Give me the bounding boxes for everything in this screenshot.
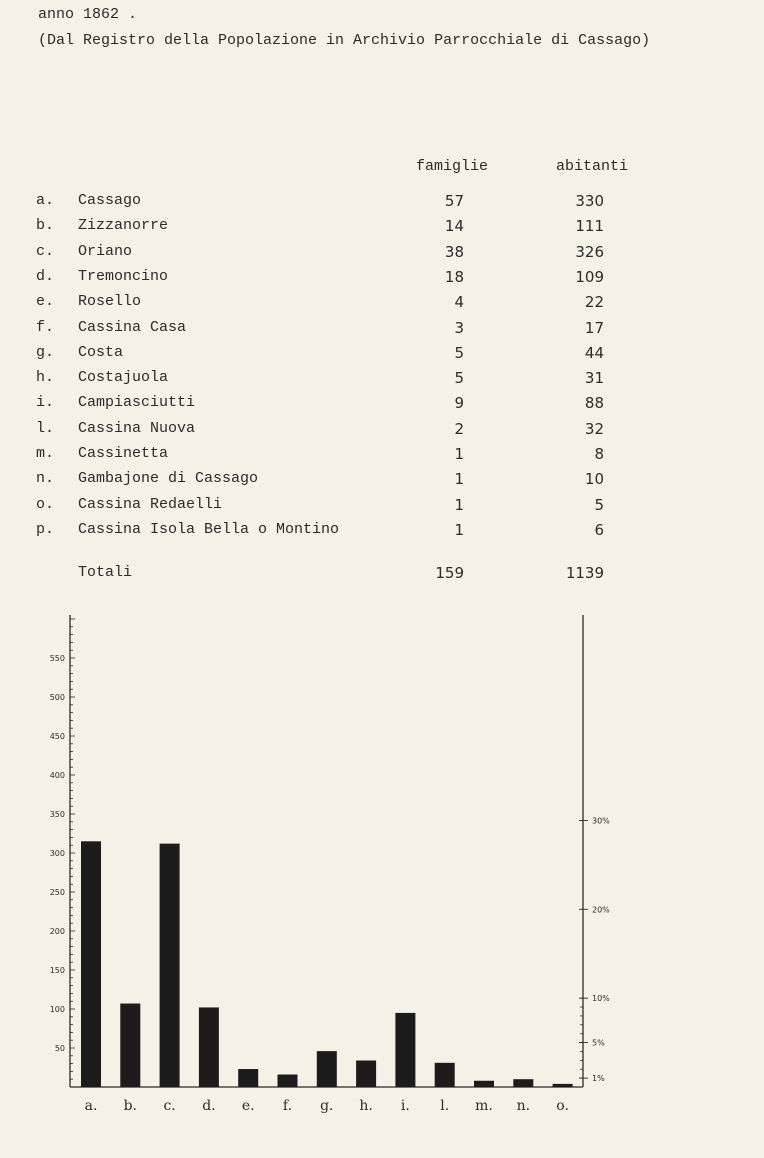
table-row: [0, 293, 764, 315]
row-inhabitants: 326: [575, 242, 604, 261]
row-families: 9: [454, 394, 464, 413]
row-letter: b.: [36, 217, 55, 235]
row-inhabitants: 5: [594, 495, 604, 514]
left-tick-label: 300: [49, 849, 65, 858]
totals-families: 159: [435, 564, 464, 582]
table-row: [0, 344, 764, 366]
left-tick-label: 550: [49, 654, 65, 663]
totals-inhabitants: 1139: [565, 564, 604, 582]
row-inhabitants: 109: [575, 267, 604, 286]
table-row: [0, 243, 764, 265]
row-families: 5: [454, 369, 464, 388]
source-line: (Dal Registro della Popolazione in Archivio Parrocchiale di Cassago): [38, 32, 651, 49]
left-tick-label: 450: [49, 732, 65, 741]
row-name: Tremoncino: [78, 267, 169, 285]
table-row: [0, 268, 764, 290]
bar-g: [317, 1051, 337, 1087]
right-tick-label: 1%: [592, 1074, 605, 1084]
row-name: Cassago: [78, 192, 142, 209]
row-families: 4: [454, 293, 464, 312]
row-families: 38: [444, 242, 464, 261]
row-name: Cassina Nuova: [78, 419, 196, 437]
row-name: Cassinetta: [78, 445, 169, 462]
bar-e: [238, 1069, 258, 1087]
row-letter: l.: [36, 419, 55, 437]
row-letter: h.: [36, 369, 55, 387]
right-tick-label: 20%: [592, 905, 610, 915]
row-families: 18: [444, 267, 464, 286]
right-tick-label: 5%: [592, 1038, 605, 1048]
row-name: Costajuola: [78, 369, 169, 387]
x-tick-label: m.: [475, 1098, 493, 1114]
row-letter: o.: [36, 495, 55, 513]
bar-o: [553, 1084, 573, 1087]
row-letter: m.: [36, 445, 55, 462]
row-letter: n.: [36, 470, 55, 488]
row-families: 1: [454, 445, 464, 463]
column-header-families: famiglie: [416, 158, 489, 175]
row-inhabitants: 31: [584, 369, 604, 388]
row-letter: f.: [36, 318, 55, 336]
totals-row: [0, 564, 764, 586]
table-row: [0, 496, 764, 518]
x-tick-label: g.: [320, 1098, 334, 1114]
left-tick-label: 100: [49, 1005, 65, 1014]
row-families: 2: [454, 419, 464, 438]
row-inhabitants: 32: [584, 419, 604, 438]
row-letter: d.: [36, 267, 55, 285]
row-families: 57: [444, 192, 464, 210]
row-inhabitants: 44: [584, 343, 604, 362]
table-row: [0, 394, 764, 416]
year-line: anno 1862 .: [38, 6, 138, 23]
row-name: Zizzanorre: [78, 217, 169, 235]
row-name: Costa: [78, 343, 124, 361]
row-name: Campiasciutti: [78, 394, 196, 412]
row-letter: i.: [36, 394, 55, 412]
left-tick-label: 150: [49, 966, 65, 975]
bar-d: [199, 1007, 219, 1087]
x-tick-label: h.: [359, 1098, 373, 1114]
left-tick-label: 500: [49, 693, 65, 702]
row-inhabitants: 17: [584, 318, 604, 337]
left-tick-label: 200: [49, 927, 65, 936]
row-families: 3: [454, 318, 464, 337]
row-inhabitants: 111: [575, 217, 604, 236]
table-row: [0, 217, 764, 239]
row-name: Cassina Isola Bella o Montino: [78, 520, 340, 538]
bar-i: [395, 1013, 415, 1087]
population-bar-chart: [0, 600, 764, 1130]
bar-c: [160, 844, 180, 1087]
right-tick-label: 30%: [592, 816, 610, 826]
x-tick-label: a.: [84, 1098, 98, 1114]
left-tick-label: 50: [54, 1044, 65, 1053]
row-inhabitants: 6: [594, 520, 604, 539]
x-tick-label: c.: [163, 1098, 176, 1114]
bar-l: [435, 1063, 455, 1087]
table-row: [0, 470, 764, 492]
bar-f: [278, 1075, 298, 1087]
table-row: [0, 445, 764, 467]
right-tick-label: 10%: [592, 994, 610, 1004]
table-row: [0, 192, 764, 214]
x-tick-label: f.: [282, 1098, 293, 1114]
totals-label: Totali: [78, 564, 133, 581]
row-letter: c.: [36, 242, 55, 260]
row-name: Cassina Casa: [78, 318, 187, 336]
x-tick-label: o.: [556, 1098, 569, 1114]
bar-b: [120, 1004, 140, 1087]
x-tick-label: b.: [123, 1098, 138, 1114]
x-tick-label: l.: [440, 1098, 450, 1114]
left-tick-label: 400: [49, 771, 65, 780]
bar-h: [356, 1060, 376, 1087]
row-families: 1: [454, 520, 464, 539]
x-tick-label: e.: [241, 1098, 255, 1114]
row-inhabitants: 88: [584, 394, 604, 413]
column-header-inhabitants: abitanti: [556, 158, 629, 175]
row-inhabitants: 10: [584, 470, 604, 489]
row-families: 1: [454, 495, 464, 514]
row-name: Rosello: [78, 293, 142, 311]
x-tick-label: d.: [202, 1098, 216, 1114]
row-letter: p.: [36, 520, 55, 538]
bar-a: [81, 841, 101, 1087]
table-row: [0, 521, 764, 543]
row-letter: g.: [36, 343, 55, 361]
left-tick-label: 250: [49, 888, 65, 897]
bar-n: [513, 1079, 533, 1087]
x-tick-label: i.: [400, 1098, 410, 1114]
table-row: [0, 369, 764, 391]
row-families: 14: [444, 217, 464, 236]
row-inhabitants: 8: [594, 445, 604, 463]
row-name: Cassina Redaelli: [78, 495, 223, 513]
left-tick-label: 350: [49, 810, 65, 819]
row-name: Gambajone di Cassago: [78, 470, 259, 488]
row-letter: a.: [36, 192, 55, 209]
row-inhabitants: 330: [575, 192, 604, 210]
row-inhabitants: 22: [584, 293, 604, 312]
row-families: 5: [454, 343, 464, 362]
row-families: 1: [454, 470, 464, 489]
table-row: [0, 420, 764, 442]
row-letter: e.: [36, 293, 55, 311]
x-tick-label: n.: [516, 1098, 531, 1114]
bar-m: [474, 1081, 494, 1087]
table-row: [0, 319, 764, 341]
row-name: Oriano: [78, 242, 133, 260]
